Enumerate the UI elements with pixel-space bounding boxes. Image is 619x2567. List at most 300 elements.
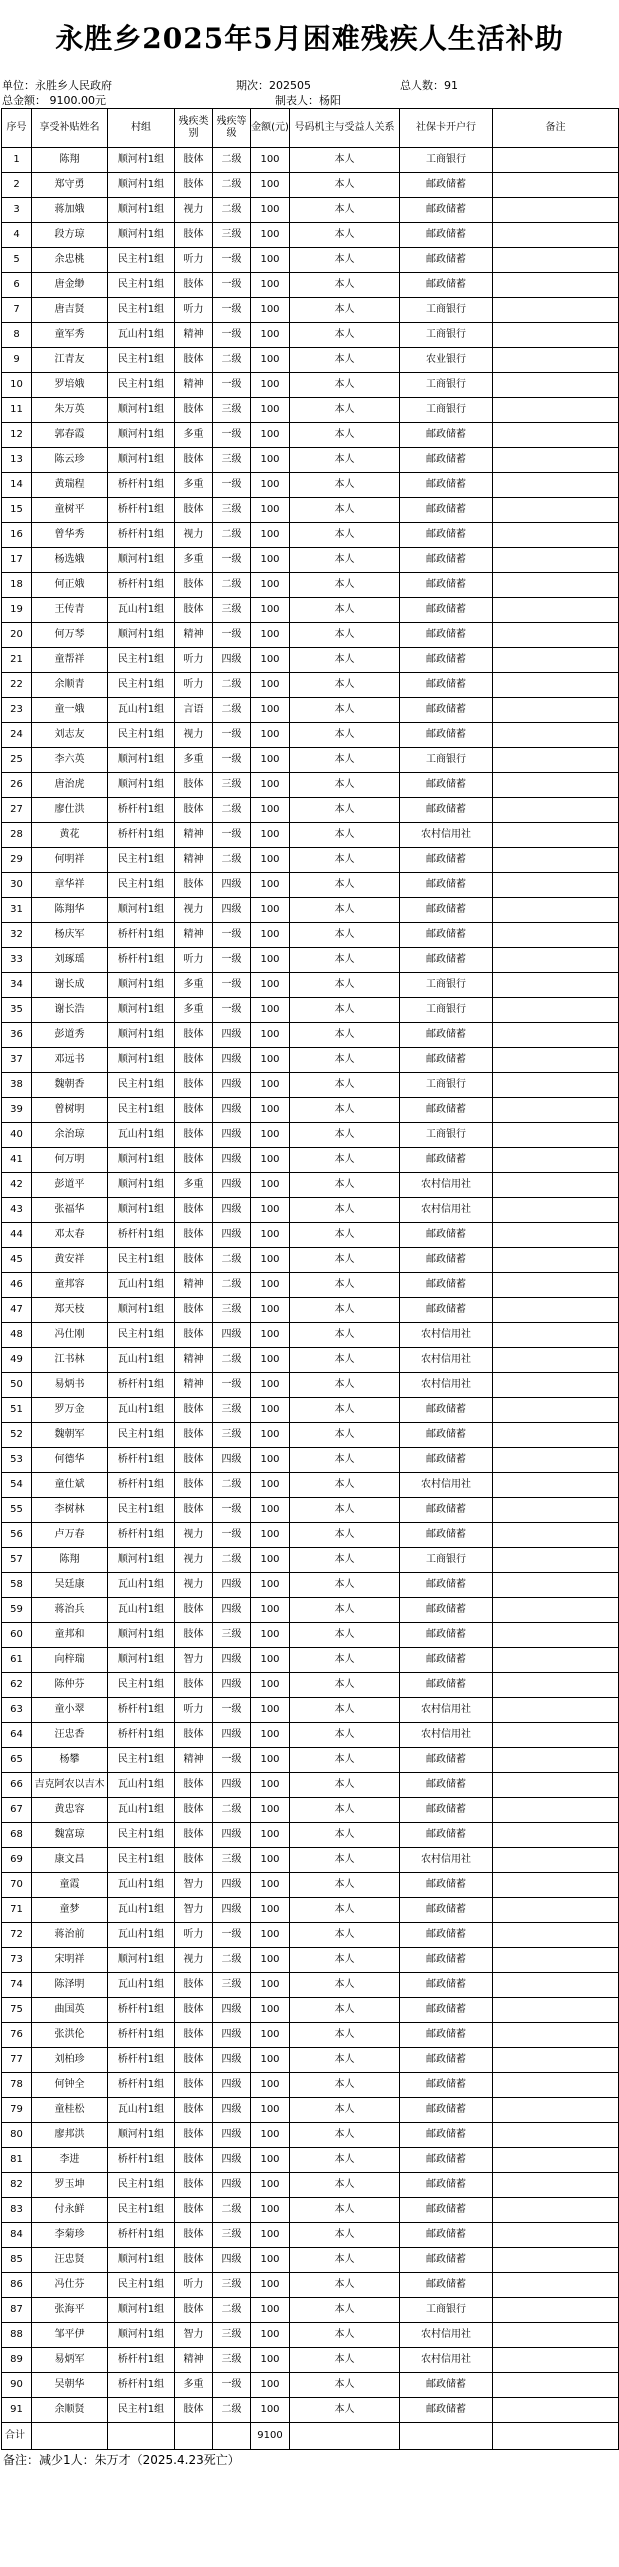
header-village: 村组 [108, 109, 175, 148]
recipient-name: 陈云珍 [32, 448, 108, 473]
relation: 本人 [290, 1598, 400, 1623]
bank: 邮政储蓄 [400, 2373, 493, 2398]
table-row [2, 448, 619, 473]
row-index: 15 [2, 498, 32, 523]
bank: 邮政储蓄 [400, 2048, 493, 2073]
relation: 本人 [290, 1848, 400, 1873]
table-row [2, 498, 619, 523]
amount: 100 [251, 1123, 290, 1148]
relation: 本人 [290, 573, 400, 598]
disability-level: 二级 [213, 1473, 251, 1498]
row-index: 87 [2, 2298, 32, 2323]
bank: 农村信用社 [400, 1348, 493, 1373]
row-index: 4 [2, 223, 32, 248]
village-group: 桥杆村1组 [108, 1473, 175, 1498]
recipient-name: 黄忠容 [32, 1798, 108, 1823]
disability-type: 精神 [175, 2348, 213, 2373]
table-row [2, 1973, 619, 1998]
disability-level: 一级 [213, 1498, 251, 1523]
amount: 100 [251, 298, 290, 323]
row-index: 38 [2, 1073, 32, 1098]
relation: 本人 [290, 1298, 400, 1323]
disability-type: 肢体 [175, 1048, 213, 1073]
table-row [2, 773, 619, 798]
village-group: 桥杆村1组 [108, 2073, 175, 2098]
row-index: 83 [2, 2198, 32, 2223]
relation: 本人 [290, 348, 400, 373]
disability-type: 精神 [175, 1348, 213, 1373]
amount: 100 [251, 1273, 290, 1298]
relation: 本人 [290, 848, 400, 873]
remark [493, 2098, 619, 2123]
village-group: 民主村1组 [108, 873, 175, 898]
relation: 本人 [290, 1698, 400, 1723]
bank: 农村信用社 [400, 1173, 493, 1198]
disability-type: 肢体 [175, 1248, 213, 1273]
remark [493, 623, 619, 648]
bank: 邮政储蓄 [400, 598, 493, 623]
remark [493, 573, 619, 598]
disability-level: 一级 [213, 1523, 251, 1548]
remark [493, 2398, 619, 2423]
relation: 本人 [290, 398, 400, 423]
recipient-name: 廖仕洪 [32, 798, 108, 823]
recipient-name: 王传青 [32, 598, 108, 623]
amount: 100 [251, 223, 290, 248]
disability-level: 四级 [213, 2123, 251, 2148]
bank: 农村信用社 [400, 1198, 493, 1223]
table-row [2, 2198, 619, 2223]
amount: 100 [251, 1873, 290, 1898]
row-index: 54 [2, 1473, 32, 1498]
village-group: 民主村1组 [108, 2398, 175, 2423]
disability-level: 一级 [213, 623, 251, 648]
recipient-name: 余忠桃 [32, 248, 108, 273]
relation: 本人 [290, 873, 400, 898]
relation: 本人 [290, 1873, 400, 1898]
amount: 100 [251, 623, 290, 648]
disability-type: 听力 [175, 248, 213, 273]
bank: 农村信用社 [400, 1848, 493, 1873]
row-index: 28 [2, 823, 32, 848]
table-row [2, 1173, 619, 1198]
table-row [2, 1423, 619, 1448]
relation: 本人 [290, 1048, 400, 1073]
village-group: 顺河村1组 [108, 998, 175, 1023]
recipient-name: 李进 [32, 2148, 108, 2173]
disability-level: 二级 [213, 2298, 251, 2323]
relation: 本人 [290, 1348, 400, 1373]
table-row [2, 873, 619, 898]
row-index: 20 [2, 623, 32, 648]
remark [493, 2273, 619, 2298]
disability-type: 多重 [175, 973, 213, 998]
remark [493, 323, 619, 348]
amount: 100 [251, 473, 290, 498]
recipient-name: 唐治虎 [32, 773, 108, 798]
disability-type: 肢体 [175, 1123, 213, 1148]
bank: 邮政储蓄 [400, 923, 493, 948]
row-index: 76 [2, 2023, 32, 2048]
bank: 邮政储蓄 [400, 423, 493, 448]
bank: 工商银行 [400, 1548, 493, 1573]
total-amount-label: 总金额： 9100.00元 [2, 94, 106, 107]
recipient-name: 黄花 [32, 823, 108, 848]
disability-type: 精神 [175, 848, 213, 873]
relation: 本人 [290, 1523, 400, 1548]
row-index: 50 [2, 1373, 32, 1398]
disability-type: 肢体 [175, 1798, 213, 1823]
disability-type: 肢体 [175, 2098, 213, 2123]
disability-type: 智力 [175, 2323, 213, 2348]
recipient-name: 童一娥 [32, 698, 108, 723]
remark [493, 148, 619, 173]
relation: 本人 [290, 2098, 400, 2123]
table-row [2, 1948, 619, 1973]
village-group: 民主村1组 [108, 2273, 175, 2298]
village-group: 桥杆村1组 [108, 523, 175, 548]
table-row [2, 1548, 619, 1573]
row-index: 13 [2, 448, 32, 473]
disability-type: 视力 [175, 1548, 213, 1573]
header-amount: 金额(元) [251, 109, 290, 148]
relation: 本人 [290, 273, 400, 298]
disability-type: 肢体 [175, 2148, 213, 2173]
total-spacer [108, 2423, 175, 2450]
disability-level: 四级 [213, 2048, 251, 2073]
village-group: 瓦山村1组 [108, 698, 175, 723]
village-group: 桥杆村1组 [108, 573, 175, 598]
disability-level: 三级 [213, 1398, 251, 1423]
amount: 100 [251, 748, 290, 773]
remark [493, 2223, 619, 2248]
village-group: 桥杆村1组 [108, 1373, 175, 1398]
village-group: 民主村1组 [108, 1823, 175, 1848]
disability-type: 肢体 [175, 273, 213, 298]
disability-level: 四级 [213, 1598, 251, 1623]
recipient-name: 魏朝香 [32, 1073, 108, 1098]
bank: 工商银行 [400, 373, 493, 398]
relation: 本人 [290, 323, 400, 348]
amount: 100 [251, 973, 290, 998]
relation: 本人 [290, 2198, 400, 2223]
village-group: 顺河村1组 [108, 173, 175, 198]
table-row [2, 2023, 619, 2048]
relation: 本人 [290, 2273, 400, 2298]
table-row [2, 298, 619, 323]
table-row [2, 1023, 619, 1048]
disability-type: 精神 [175, 1373, 213, 1398]
relation: 本人 [290, 898, 400, 923]
disability-type: 听力 [175, 298, 213, 323]
disability-level: 四级 [213, 1173, 251, 1198]
bank: 邮政储蓄 [400, 1048, 493, 1073]
recipient-name: 何明祥 [32, 848, 108, 873]
remark [493, 1698, 619, 1723]
amount: 100 [251, 598, 290, 623]
village-group: 桥杆村1组 [108, 823, 175, 848]
remark [493, 1723, 619, 1748]
row-index: 73 [2, 1948, 32, 1973]
village-group: 顺河村1组 [108, 148, 175, 173]
remark [493, 1098, 619, 1123]
recipient-name: 吉克阿农以吉木 [32, 1773, 108, 1798]
table-row [2, 998, 619, 1023]
disability-type: 听力 [175, 1923, 213, 1948]
row-index: 2 [2, 173, 32, 198]
recipient-name: 李树林 [32, 1498, 108, 1523]
village-group: 桥杆村1组 [108, 1698, 175, 1723]
amount: 100 [251, 1298, 290, 1323]
table-row [2, 1848, 619, 1873]
table-row [2, 2123, 619, 2148]
disability-type: 肢体 [175, 348, 213, 373]
row-index: 23 [2, 698, 32, 723]
amount: 100 [251, 1623, 290, 1648]
bank: 邮政储蓄 [400, 573, 493, 598]
row-index: 41 [2, 1148, 32, 1173]
disability-level: 一级 [213, 473, 251, 498]
table-row [2, 1923, 619, 1948]
bank: 邮政储蓄 [400, 248, 493, 273]
recipient-name: 唐吉贤 [32, 298, 108, 323]
relation: 本人 [290, 523, 400, 548]
village-group: 瓦山村1组 [108, 1348, 175, 1373]
header-name: 享受补贴姓名 [32, 109, 108, 148]
village-group: 顺河村1组 [108, 448, 175, 473]
amount: 100 [251, 1223, 290, 1248]
village-group: 瓦山村1组 [108, 1773, 175, 1798]
total-people-label: 总人数：91 [400, 79, 458, 92]
recipient-name: 唐金缈 [32, 273, 108, 298]
recipient-name: 余治琼 [32, 1123, 108, 1148]
village-group: 桥杆村1组 [108, 498, 175, 523]
table-row [2, 373, 619, 398]
remark [493, 773, 619, 798]
table-row [2, 1223, 619, 1248]
remark [493, 1648, 619, 1673]
disability-type: 听力 [175, 2273, 213, 2298]
bank: 邮政储蓄 [400, 1423, 493, 1448]
recipient-name: 童桂松 [32, 2098, 108, 2123]
amount: 100 [251, 498, 290, 523]
recipient-name: 童邦和 [32, 1623, 108, 1648]
bank: 邮政储蓄 [400, 523, 493, 548]
relation: 本人 [290, 1898, 400, 1923]
relation: 本人 [290, 1673, 400, 1698]
row-index: 81 [2, 2148, 32, 2173]
village-group: 桥杆村1组 [108, 948, 175, 973]
table-row [2, 673, 619, 698]
village-group: 瓦山村1组 [108, 1598, 175, 1623]
disability-type: 肢体 [175, 1598, 213, 1623]
relation: 本人 [290, 2248, 400, 2273]
bank: 邮政储蓄 [400, 773, 493, 798]
amount: 100 [251, 1548, 290, 1573]
row-index: 47 [2, 1298, 32, 1323]
disability-type: 精神 [175, 1748, 213, 1773]
recipient-name: 童邦容 [32, 1273, 108, 1298]
table-row [2, 2273, 619, 2298]
amount: 100 [251, 2348, 290, 2373]
relation: 本人 [290, 998, 400, 1023]
row-index: 25 [2, 748, 32, 773]
disability-level: 一级 [213, 1748, 251, 1773]
total-spacer [290, 2423, 400, 2450]
remark [493, 1348, 619, 1373]
disability-type: 肢体 [175, 2173, 213, 2198]
bank: 工商银行 [400, 748, 493, 773]
remark [493, 973, 619, 998]
disability-type: 视力 [175, 1523, 213, 1548]
bank: 邮政储蓄 [400, 2398, 493, 2423]
table-row [2, 1248, 619, 1273]
amount: 100 [251, 1748, 290, 1773]
row-index: 77 [2, 2048, 32, 2073]
row-index: 44 [2, 1223, 32, 1248]
bank: 邮政储蓄 [400, 1273, 493, 1298]
disability-level: 四级 [213, 1098, 251, 1123]
row-index: 63 [2, 1698, 32, 1723]
disability-level: 二级 [213, 1798, 251, 1823]
remark [493, 1073, 619, 1098]
recipient-name: 彭道平 [32, 1173, 108, 1198]
disability-level: 三级 [213, 2323, 251, 2348]
village-group: 民主村1组 [108, 1673, 175, 1698]
table-row [2, 1398, 619, 1423]
disability-type: 肢体 [175, 873, 213, 898]
row-index: 31 [2, 898, 32, 923]
row-index: 60 [2, 1623, 32, 1648]
table-row [2, 1998, 619, 2023]
remark [493, 2323, 619, 2348]
bank: 邮政储蓄 [400, 1523, 493, 1548]
remark [493, 1948, 619, 1973]
village-group: 顺河村1组 [108, 198, 175, 223]
total-spacer [493, 2423, 619, 2450]
remark [493, 2298, 619, 2323]
amount: 100 [251, 1148, 290, 1173]
recipient-name: 童霞 [32, 1873, 108, 1898]
village-group: 桥杆村1组 [108, 923, 175, 948]
disability-type: 肢体 [175, 798, 213, 823]
relation: 本人 [290, 1173, 400, 1198]
disability-type: 肢体 [175, 1098, 213, 1123]
table-row [2, 1273, 619, 1298]
relation: 本人 [290, 2023, 400, 2048]
amount: 100 [251, 2248, 290, 2273]
village-group: 瓦山村1组 [108, 1573, 175, 1598]
disability-level: 二级 [213, 1348, 251, 1373]
village-group: 顺河村1组 [108, 1048, 175, 1073]
remark [493, 598, 619, 623]
bank: 邮政储蓄 [400, 2123, 493, 2148]
village-group: 瓦山村1组 [108, 1123, 175, 1148]
amount: 100 [251, 948, 290, 973]
disability-type: 肢体 [175, 573, 213, 598]
remark [493, 473, 619, 498]
bank: 邮政储蓄 [400, 2098, 493, 2123]
bank: 工商银行 [400, 148, 493, 173]
remark [493, 798, 619, 823]
disability-type: 肢体 [175, 1823, 213, 1848]
village-group: 民主村1组 [108, 2173, 175, 2198]
disability-type: 肢体 [175, 1298, 213, 1323]
recipient-name: 蒋加娥 [32, 198, 108, 223]
relation: 本人 [290, 748, 400, 773]
amount: 100 [251, 723, 290, 748]
recipient-name: 向梓瑞 [32, 1648, 108, 1673]
village-group: 民主村1组 [108, 648, 175, 673]
table-row [2, 1698, 619, 1723]
bank: 邮政储蓄 [400, 648, 493, 673]
header-bank: 社保卡开户行 [400, 109, 493, 148]
relation: 本人 [290, 2048, 400, 2073]
relation: 本人 [290, 2348, 400, 2373]
village-group: 桥杆村1组 [108, 1723, 175, 1748]
row-index: 85 [2, 2248, 32, 2273]
table-row [2, 1298, 619, 1323]
recipient-name: 陈泽明 [32, 1973, 108, 1998]
remark [493, 2148, 619, 2173]
row-index: 29 [2, 848, 32, 873]
disability-type: 多重 [175, 2373, 213, 2398]
disability-type: 听力 [175, 673, 213, 698]
recipient-name: 冯仕芬 [32, 2273, 108, 2298]
recipient-name: 曾树明 [32, 1098, 108, 1123]
village-group: 瓦山村1组 [108, 1923, 175, 1948]
disability-type: 多重 [175, 423, 213, 448]
table-row [2, 623, 619, 648]
disability-type: 精神 [175, 623, 213, 648]
relation: 本人 [290, 1373, 400, 1398]
table-row [2, 1073, 619, 1098]
table-row [2, 1798, 619, 1823]
relation: 本人 [290, 2373, 400, 2398]
table-row [2, 723, 619, 748]
disability-level: 四级 [213, 1123, 251, 1148]
disability-level: 四级 [213, 1048, 251, 1073]
bank: 邮政储蓄 [400, 2173, 493, 2198]
disability-level: 四级 [213, 1448, 251, 1473]
amount: 100 [251, 1323, 290, 1348]
village-group: 民主村1组 [108, 1248, 175, 1273]
bank: 邮政储蓄 [400, 1948, 493, 1973]
amount: 100 [251, 248, 290, 273]
table-row [2, 1123, 619, 1148]
header-disability-type: 残疾类别 [175, 109, 213, 148]
bank: 邮政储蓄 [400, 198, 493, 223]
amount: 100 [251, 1098, 290, 1123]
amount: 100 [251, 423, 290, 448]
bank: 邮政储蓄 [400, 1298, 493, 1323]
remark [493, 1398, 619, 1423]
unit-label: 单位：永胜乡人民政府 [2, 79, 112, 92]
village-group: 桥杆村1组 [108, 473, 175, 498]
table-row [2, 898, 619, 923]
disability-level: 三级 [213, 498, 251, 523]
relation: 本人 [290, 498, 400, 523]
relation: 本人 [290, 1623, 400, 1648]
table-row [2, 1323, 619, 1348]
recipient-name: 童小翠 [32, 1698, 108, 1723]
recipient-name: 康文昌 [32, 1848, 108, 1873]
remark [493, 1248, 619, 1273]
bank: 邮政储蓄 [400, 848, 493, 873]
row-index: 3 [2, 198, 32, 223]
row-index: 33 [2, 948, 32, 973]
disability-level: 一级 [213, 548, 251, 573]
